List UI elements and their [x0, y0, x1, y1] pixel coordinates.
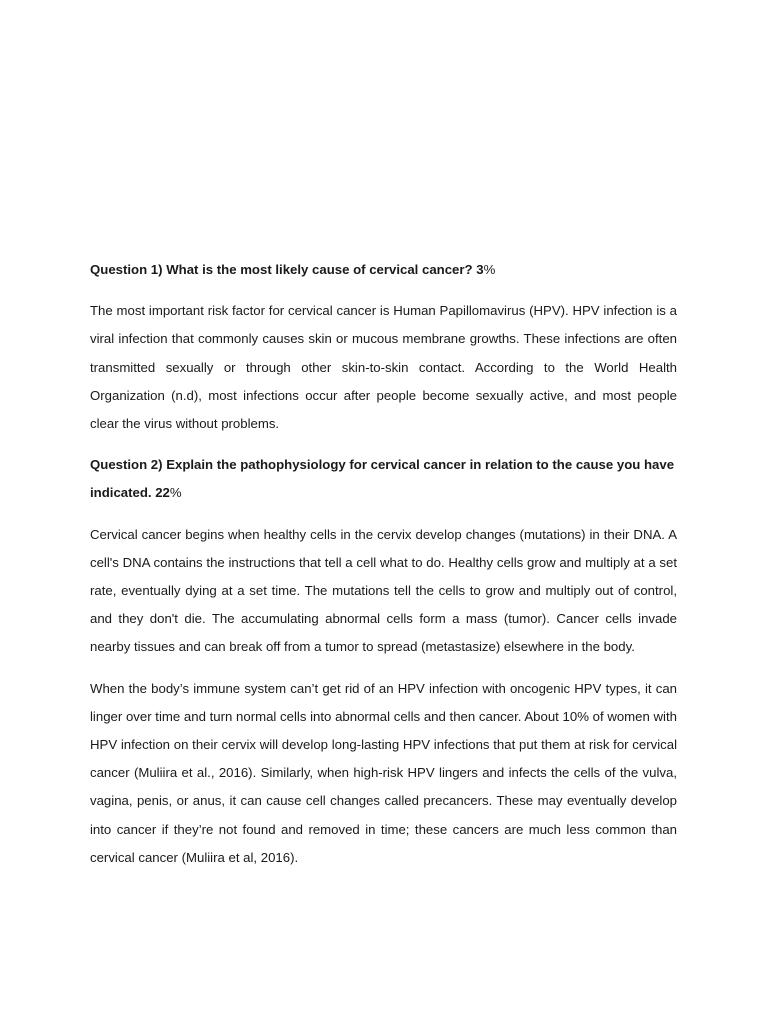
question-2-text: Question 2) Explain the pathophysiology for cervical cancer in relation to the cause you have indicated. 22 — [90, 457, 675, 501]
question-2-percent-sign: % — [169, 485, 182, 501]
question-2-answer-paragraph-2: When the body’s immune system can’t get rid of an HPV infection with oncogenic HPV types, it can linger over time and turn normal cells into abnormal cells and then cancer. About 10% of women with HPV infection on their cervix will develop long-lasting HPV infections that put them at risk for cervical cancer (Muliira et al., 2016). Similarly, when high-risk HPV lingers and infects the cells of the vulva, vagina, penis, or anus, it can cause cell changes called precancers. These may eventually develop into cancer if they’re not found and removed in time; these cancers are much less common than cervical cancer (Muliira et al, 2016). — [90, 680, 677, 865]
document-page — [90, 256, 677, 885]
question-1-heading — [90, 256, 677, 284]
question-1-percent-sign: % — [483, 262, 496, 277]
question-2-heading — [90, 451, 677, 507]
question-1-answer: The most important risk factor for cervical cancer is Human Papillomavirus (HPV). HPV infection is a viral infection that commonly causes skin or mucous membrane growths. These infections are often transmitted sexually or through other skin-to-skin contact. According to the World Health Organization (n.d), most infections occur after people become sexually active, and most people clear the virus without problems. — [90, 303, 677, 432]
question-1-text: Question 1) What is the most likely cause of cervical cancer? 3 — [90, 262, 484, 277]
question-2-answer-paragraph-1: Cervical cancer begins when healthy cells in the cervix develop changes (mutations) in their DNA. A cell's DNA contains the instructions that tell a cell what to do. Healthy cells grow and multiply at a set rate, eventually dying at a set time. The mutations tell the cells to grow and multiply out of control, and they don't die. The accumulating abnormal cells form a mass (tumor). Cancer cells invade nearby tissues and can break off from a tumor to spread (metastasize) elsewhere in the body. — [90, 526, 677, 655]
